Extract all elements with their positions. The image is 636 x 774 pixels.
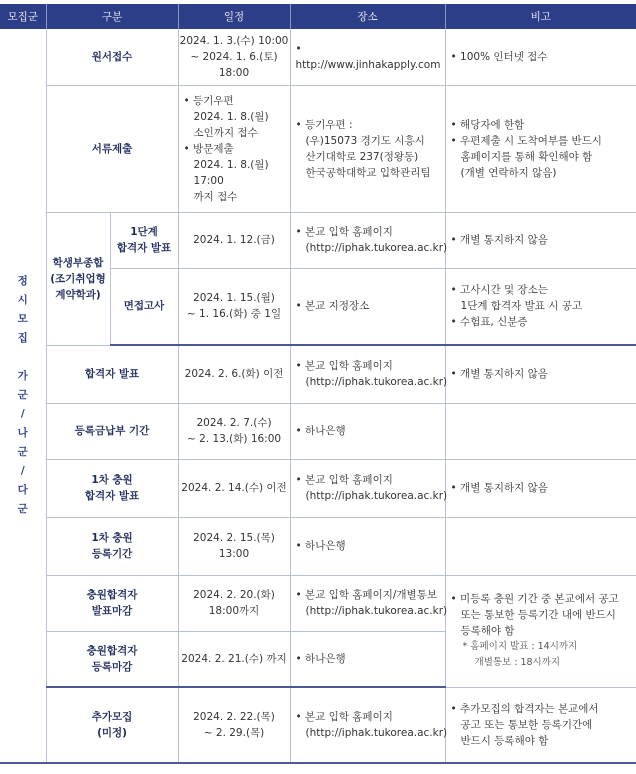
table-row	[0, 345, 636, 403]
schedule-add1-reg: 2024. 2. 15.(목) 13:00	[178, 517, 290, 575]
table-row	[0, 687, 636, 763]
note-documents: • 해당자에 한함 • 우편제출 시 도착여부를 반드시 홈페이지를 통해 확인해야 함 (개별 연락하지 않음)	[445, 85, 636, 212]
table-row	[0, 575, 636, 631]
schedule-stage1: 2024. 1. 12.(금)	[178, 212, 290, 268]
place-application: • http://www.jinhakapply.com	[290, 29, 445, 85]
note-add1-reg	[445, 517, 636, 575]
category-add1-pass: 1차 충원 합격자 발표	[46, 459, 178, 517]
category-application: 원서접수	[46, 29, 178, 85]
schedule-pass: 2024. 2. 6.(화) 이전	[178, 345, 290, 403]
place-addpass-deadline: • 본교 입학 홈페이지/개별통보 (http://iphak.tukorea.ac.kr)	[290, 575, 445, 631]
place-documents: • 등기우편 : (우)15073 경기도 시흥시 산기대학로 237(정왕동) 한국공학대학교 입학관리팀	[290, 85, 445, 212]
table-row	[0, 212, 636, 268]
group-label: 정 시 모 집 가 군 / 나 군 / 다 군	[0, 29, 46, 763]
category-payment: 등록금납부 기간	[46, 403, 178, 459]
place-extra: • 본교 입학 홈페이지 (http://iphak.tukorea.ac.kr)	[290, 687, 445, 763]
table-row	[0, 29, 636, 85]
note-extra: • 추가모집의 합격자는 본교에서 공고 또는 통보한 등록기간에 반드시 등록해야 함	[445, 687, 636, 763]
place-add1-reg: • 하나은행	[290, 517, 445, 575]
place-interview: • 본교 지정장소	[290, 268, 445, 345]
schedule-add1-pass: 2024. 2. 14.(수) 이전	[178, 459, 290, 517]
note-addpass-deadline: • 미등록 충원 기간 중 본교에서 공고 또는 통보한 등록기간 내에 반드시 등록해야 함 * 홈페이지 발표 : 14시까지 개별통보 : 18시까지	[445, 575, 636, 687]
table-row	[0, 85, 636, 212]
note-application: • 100% 인터넷 접수	[445, 29, 636, 85]
header-place: 장소	[290, 4, 445, 29]
category-pass: 합격자 발표	[46, 345, 178, 403]
category-student-dept: 학생부종합 (조기취업형 계약학과)	[46, 212, 110, 345]
header-category: 구분	[46, 4, 178, 29]
place-add1-pass: • 본교 입학 홈페이지 (http://iphak.tukorea.ac.kr)	[290, 459, 445, 517]
place-stage1: • 본교 입학 홈페이지 (http://iphak.tukorea.ac.kr)	[290, 212, 445, 268]
table-row	[0, 459, 636, 517]
schedule-application: 2024. 1. 3.(수) 10:00 ~ 2024. 1. 6.(토) 18:00	[178, 29, 290, 85]
note-interview: • 고사시간 및 장소는 1단계 합격자 발표 시 공고 • 수험표, 신분증	[445, 268, 636, 345]
category-interview: 면접고사	[110, 268, 178, 345]
category-extra: 추가모집 (미정)	[46, 687, 178, 763]
category-addpass-deadline: 충원합격자 발표마감	[46, 575, 178, 631]
header-group: 모집군	[0, 4, 46, 29]
note-pass: • 개별 통지하지 않음	[445, 345, 636, 403]
note-add1-pass: • 개별 통지하지 않음	[445, 459, 636, 517]
category-add1-reg: 1차 충원 등록기간	[46, 517, 178, 575]
schedule-addpass-deadline: 2024. 2. 20.(화) 18:00까지	[178, 575, 290, 631]
note-stage1: • 개별 통지하지 않음	[445, 212, 636, 268]
table-header	[0, 4, 636, 29]
schedule-interview: 2024. 1. 15.(월) ~ 1. 16.(화) 중 1일	[178, 268, 290, 345]
place-addreg-deadline: • 하나은행	[290, 631, 445, 687]
schedule-payment: 2024. 2. 7.(수) ~ 2. 13.(화) 16:00	[178, 403, 290, 459]
schedule-extra: 2024. 2. 22.(목) ~ 2. 29.(목)	[178, 687, 290, 763]
category-stage1-pass: 1단계 합격자 발표	[110, 212, 178, 268]
note-payment	[445, 403, 636, 459]
place-pass: • 본교 입학 홈페이지 (http://iphak.tukorea.ac.kr)	[290, 345, 445, 403]
header-note: 비고	[445, 4, 636, 29]
schedule-documents: • 등기우편 2024. 1. 8.(월) 소인까지 접수 • 방문제출 2024. 1. 8.(월) 17:00 까지 접수	[178, 85, 290, 212]
table-row	[0, 403, 636, 459]
admission-schedule-table	[0, 4, 636, 764]
category-addreg-deadline: 충원합격자 등록마감	[46, 631, 178, 687]
header-schedule: 일정	[178, 4, 290, 29]
place-payment: • 하나은행	[290, 403, 445, 459]
category-documents: 서류제출	[46, 85, 178, 212]
schedule-addreg-deadline: 2024. 2. 21.(수) 까지	[178, 631, 290, 687]
table-row	[0, 517, 636, 575]
